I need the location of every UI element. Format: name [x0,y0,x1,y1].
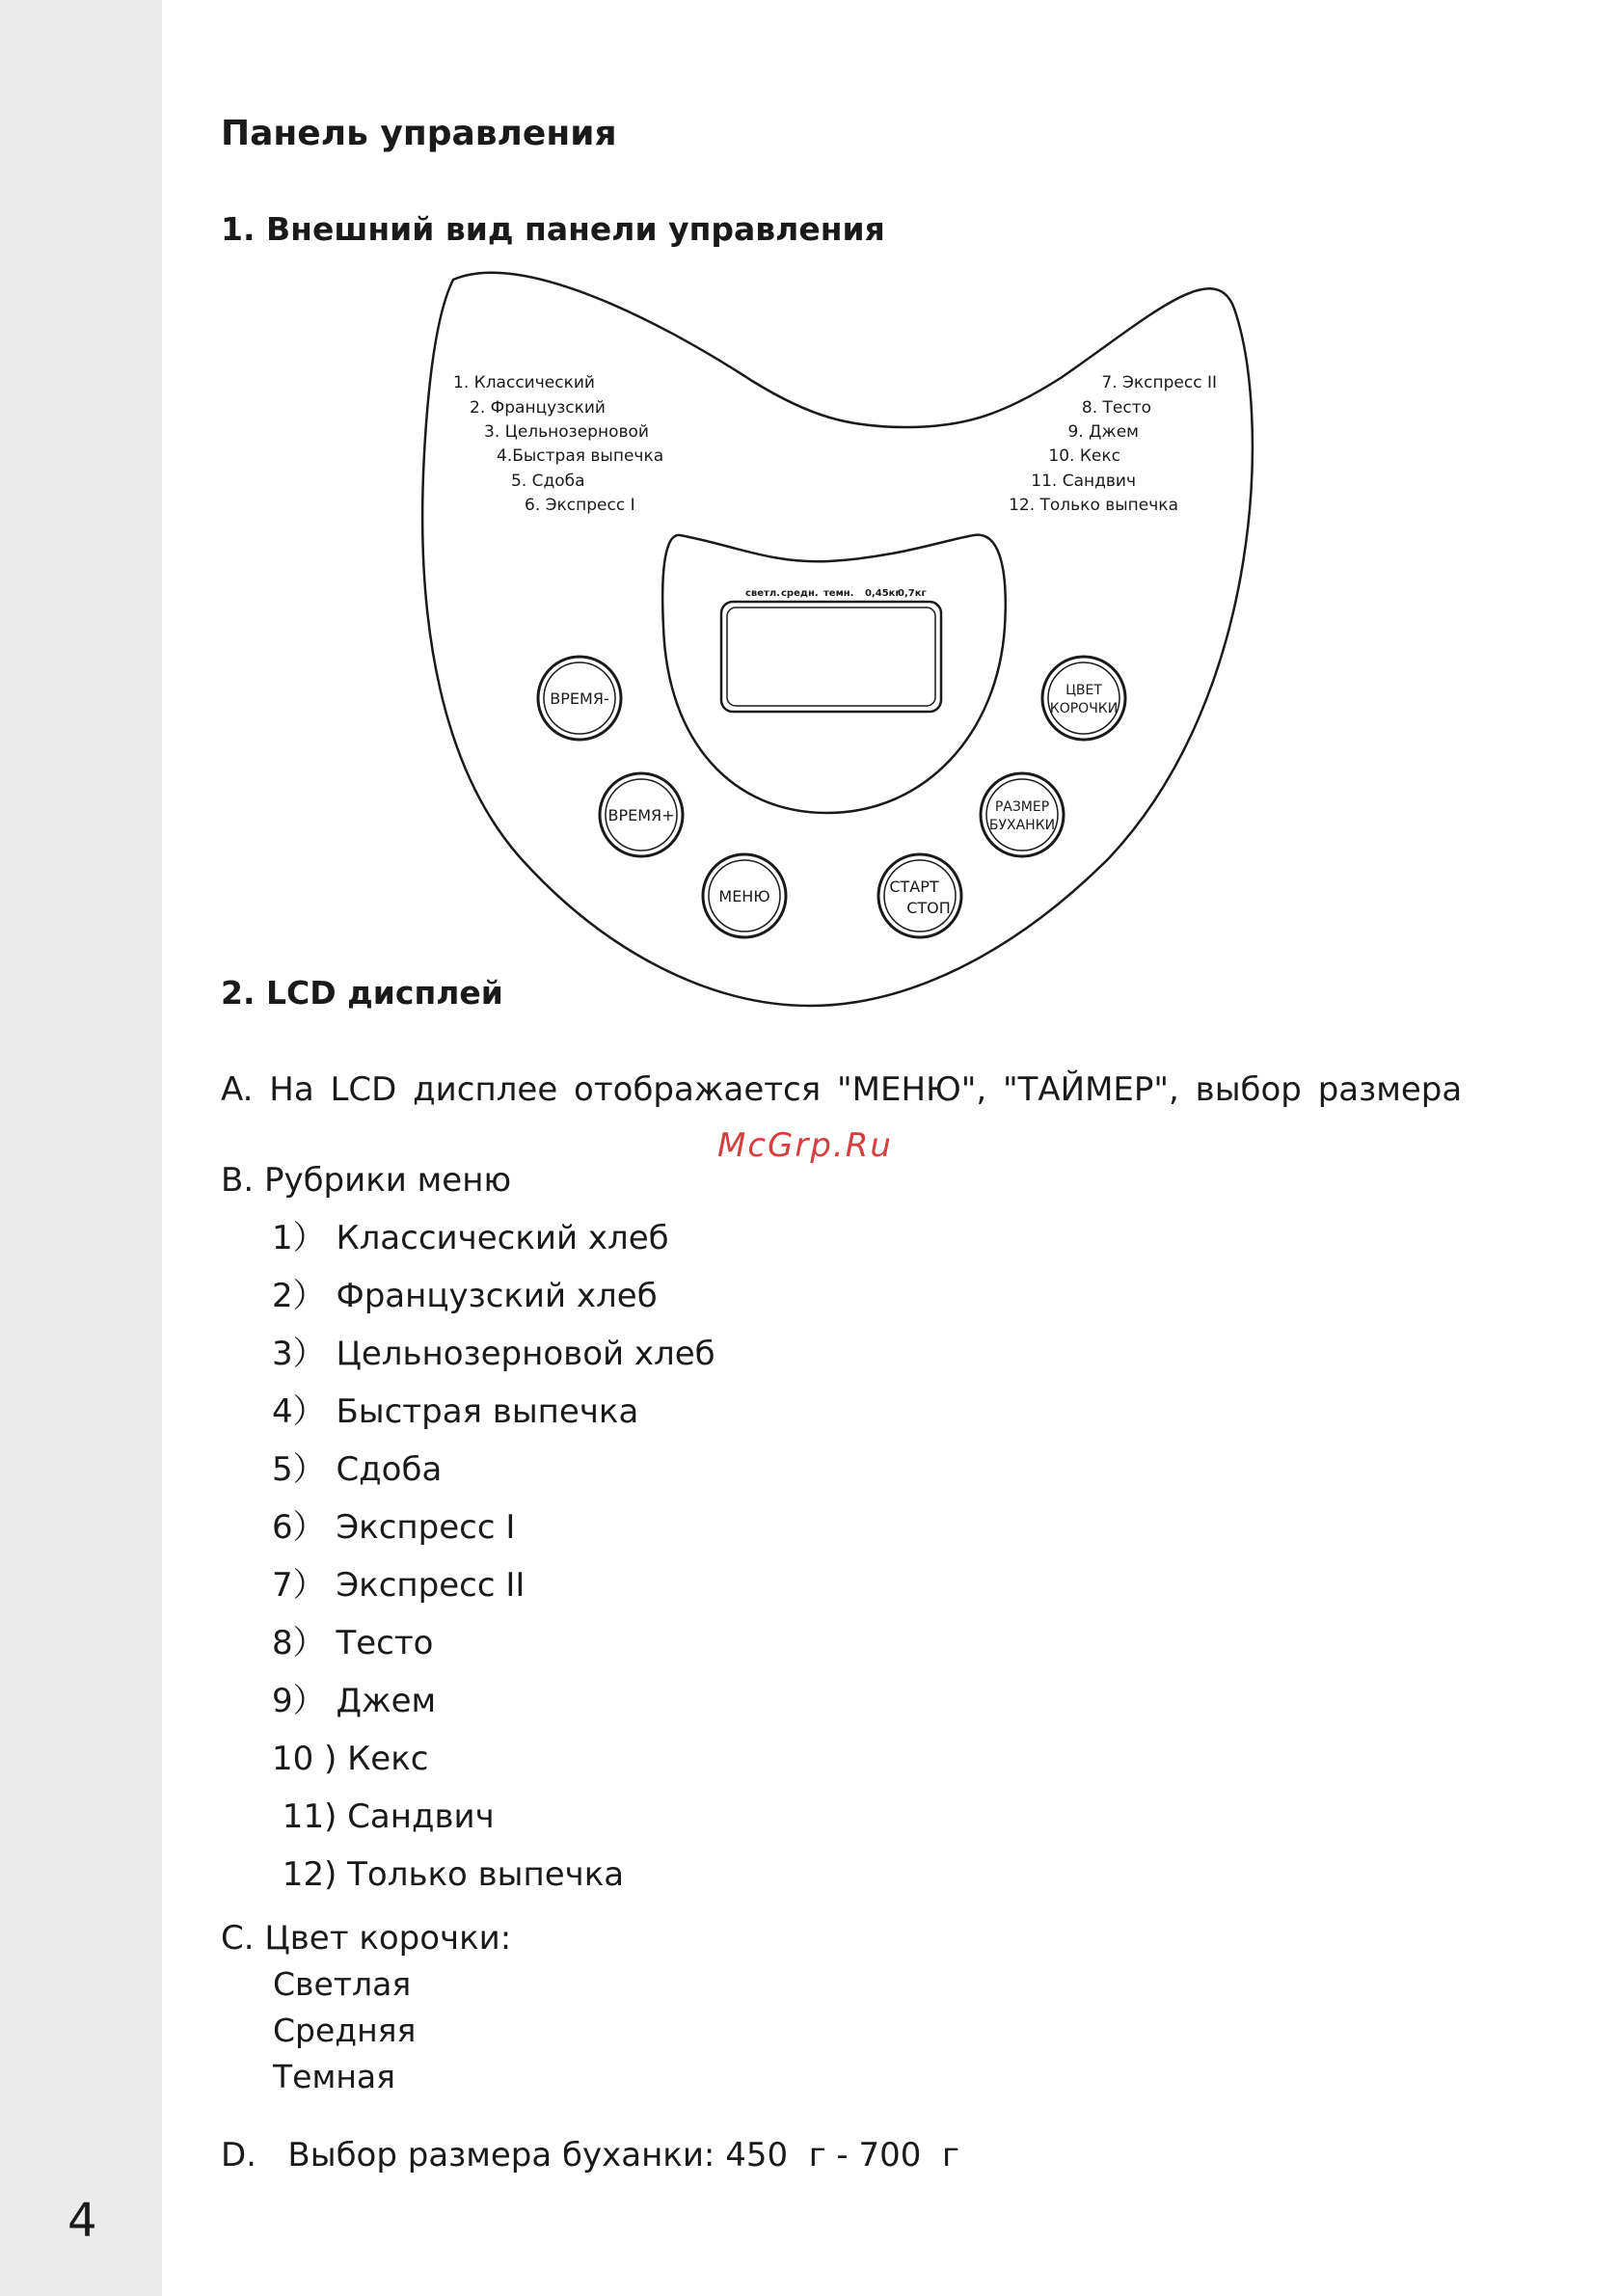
svg-text:РАЗМЕР: РАЗМЕР [994,799,1050,815]
start-stop-button[interactable] [878,854,961,937]
section-c-title: C. Цвет корочки: [221,1919,512,1958]
svg-text:ВРЕМЯ+: ВРЕМЯ+ [607,806,675,824]
list-item: 4） Быстрая выпечка [272,1392,639,1431]
program-left-5: 5. Сдоба [511,472,585,491]
list-item: 2） Французский хлеб [272,1277,658,1315]
watermark: McGrp.Ru [717,1126,893,1165]
list-item: Темная [273,2058,396,2095]
svg-text:МЕНЮ: МЕНЮ [718,887,770,905]
section-a-text: A. На LCD дисплее отображается "МЕНЮ", "ТАЙМЕР", выбор размера [221,1070,1463,1109]
section-heading-panel-view: 1. Внешний вид панели управления [221,210,885,248]
loaf-size-button[interactable] [981,773,1064,856]
menu-items-list [272,1219,715,1913]
section-heading-lcd: 2. LCD дисплей [221,974,503,1012]
list-item: 11) Сандвич [272,1797,495,1836]
svg-text:ЦВЕТ: ЦВЕТ [1065,683,1102,698]
list-item: Светлая [273,1965,412,2003]
svg-text:СТОП: СТОП [906,899,951,917]
menu-button[interactable] [703,854,786,937]
list-item: 5） Сдоба [272,1450,443,1489]
display-label-light: светл. [745,588,780,599]
program-right-12: 12. Только выпечка [1009,496,1178,515]
list-item: 7） Экспресс II [272,1566,526,1605]
crust-color-button[interactable] [1042,657,1125,740]
list-item: Средняя [273,2012,417,2049]
list-item: 9） Джем [272,1682,437,1720]
lcd-screen [721,602,941,712]
display-label-size-small: 0,45кг [865,588,901,599]
display-label-size-large: 0,7кг [898,588,927,599]
svg-text:СТАРТ: СТАРТ [889,878,939,896]
svg-text:ВРЕМЯ-: ВРЕМЯ- [550,689,609,708]
program-left-6: 6. Экспресс I [525,496,635,515]
list-item: 8） Тесто [272,1624,434,1662]
program-left-1: 1. Классический [453,373,595,392]
list-item: 10 ) Кекс [272,1740,429,1778]
program-right-9: 9. Джем [1067,422,1139,442]
list-item: 12) Только выпечка [272,1855,625,1894]
page-number: 4 [67,2194,97,2248]
display-label-medium: средн. [781,588,819,599]
program-right-8: 8. Тесто [1081,398,1151,418]
list-item: 1） Классический хлеб [272,1219,669,1257]
section-b-title: B. Рубрики меню [221,1161,512,1200]
time-minus-button[interactable] [538,657,621,740]
program-right-11: 11. Сандвич [1031,472,1136,491]
crust-options-list [273,1965,416,2104]
display-label-dark: темн. [823,588,854,599]
svg-text:КОРОЧКИ: КОРОЧКИ [1049,701,1119,716]
section-d-text: D. Выбор размера буханки: 450 г - 700 г [221,2136,959,2174]
control-panel-diagram [0,0,1618,1013]
page-title: Панель управления [221,114,617,153]
program-right-7: 7. Экспресс II [1101,373,1217,392]
program-right-10: 10. Кекс [1048,446,1120,466]
program-left-2: 2. Французский [470,398,606,418]
program-left-3: 3. Цельнозерновой [484,422,649,442]
program-left-4: 4.Быстрая выпечка [497,446,664,466]
list-item: 3） Цельнозерновой хлеб [272,1335,715,1373]
svg-text:БУХАНКИ: БУХАНКИ [988,818,1056,833]
list-item: 6） Экспресс I [272,1508,516,1547]
time-plus-button[interactable] [600,773,683,856]
